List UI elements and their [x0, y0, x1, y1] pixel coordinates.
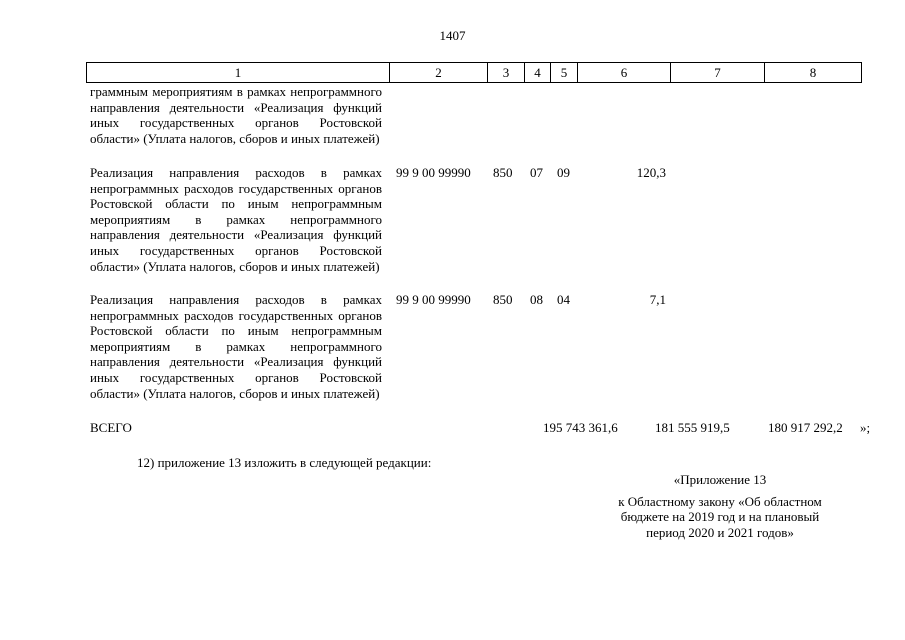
row-section: 07 — [530, 165, 543, 180]
amendment-instruction: 12) приложение 13 изложить в следующей редакции: — [137, 455, 432, 470]
row-subsection: 09 — [557, 165, 570, 180]
row-target-code: 99 9 00 99990 — [396, 165, 471, 180]
row-description: Реализация направления расходов в рамках непрограммных расходов государственных органов Ростовской области по иным непрограммным мероприятиям в рамках непрограммного направления деятельности «Реализация функций иных государственных органов Ростовской области» (Уплата налогов, сборов и иных платежей) — [90, 292, 382, 401]
appendix-title: «Приложение 13 — [673, 472, 767, 487]
row-target-code: 99 9 00 99990 — [396, 292, 471, 307]
row-subsection: 04 — [557, 292, 570, 307]
row-description: граммным мероприятиям в рамках непрограммного направления деятельности «Реализация функций иных государственных органов Ростовской области» (Уплата налогов, сборов и иных платежей) — [90, 84, 382, 146]
row-description: Реализация направления расходов в рамках непрограммных расходов государственных органов Ростовской области по иным непрограммным мероприятиям в рамках непрограммного направления деятельности «Реализация функций иных государственных органов Ростовской области» (Уплата налогов, сборов и иных платежей) — [90, 165, 382, 274]
closing-quote: »; — [860, 420, 871, 435]
column-header-1: 1 — [87, 63, 390, 83]
row-expense-type: 850 — [493, 292, 513, 307]
total-amount-2019: 195 743 361,6 — [543, 420, 618, 435]
row-amount: 120,3 — [636, 165, 666, 180]
column-header-7: 7 — [671, 63, 765, 83]
column-header-2: 2 — [390, 63, 488, 83]
total-row — [90, 420, 890, 438]
appendix-line: период 2020 и 2021 годов» — [646, 524, 794, 540]
appendix-line: бюджете на 2019 год и на плановый — [620, 509, 820, 525]
column-header-5: 5 — [551, 63, 578, 83]
row-section: 08 — [530, 292, 543, 307]
column-header-row — [87, 63, 862, 83]
appendix-line: к Областному закону «Об областном — [618, 493, 822, 509]
appendix-heading — [590, 472, 850, 540]
page-number: 1407 — [439, 28, 466, 43]
column-header-8: 8 — [765, 63, 862, 83]
column-header-4: 4 — [525, 63, 551, 83]
column-header-table — [86, 62, 862, 83]
total-amount-2021: 180 917 292,2 — [768, 420, 843, 435]
row-expense-type: 850 — [493, 165, 513, 180]
row-amount: 7,1 — [649, 292, 666, 307]
column-header-6: 6 — [578, 63, 671, 83]
column-header-3: 3 — [488, 63, 525, 83]
total-label: ВСЕГО — [90, 420, 132, 435]
total-amount-2020: 181 555 919,5 — [655, 420, 730, 435]
